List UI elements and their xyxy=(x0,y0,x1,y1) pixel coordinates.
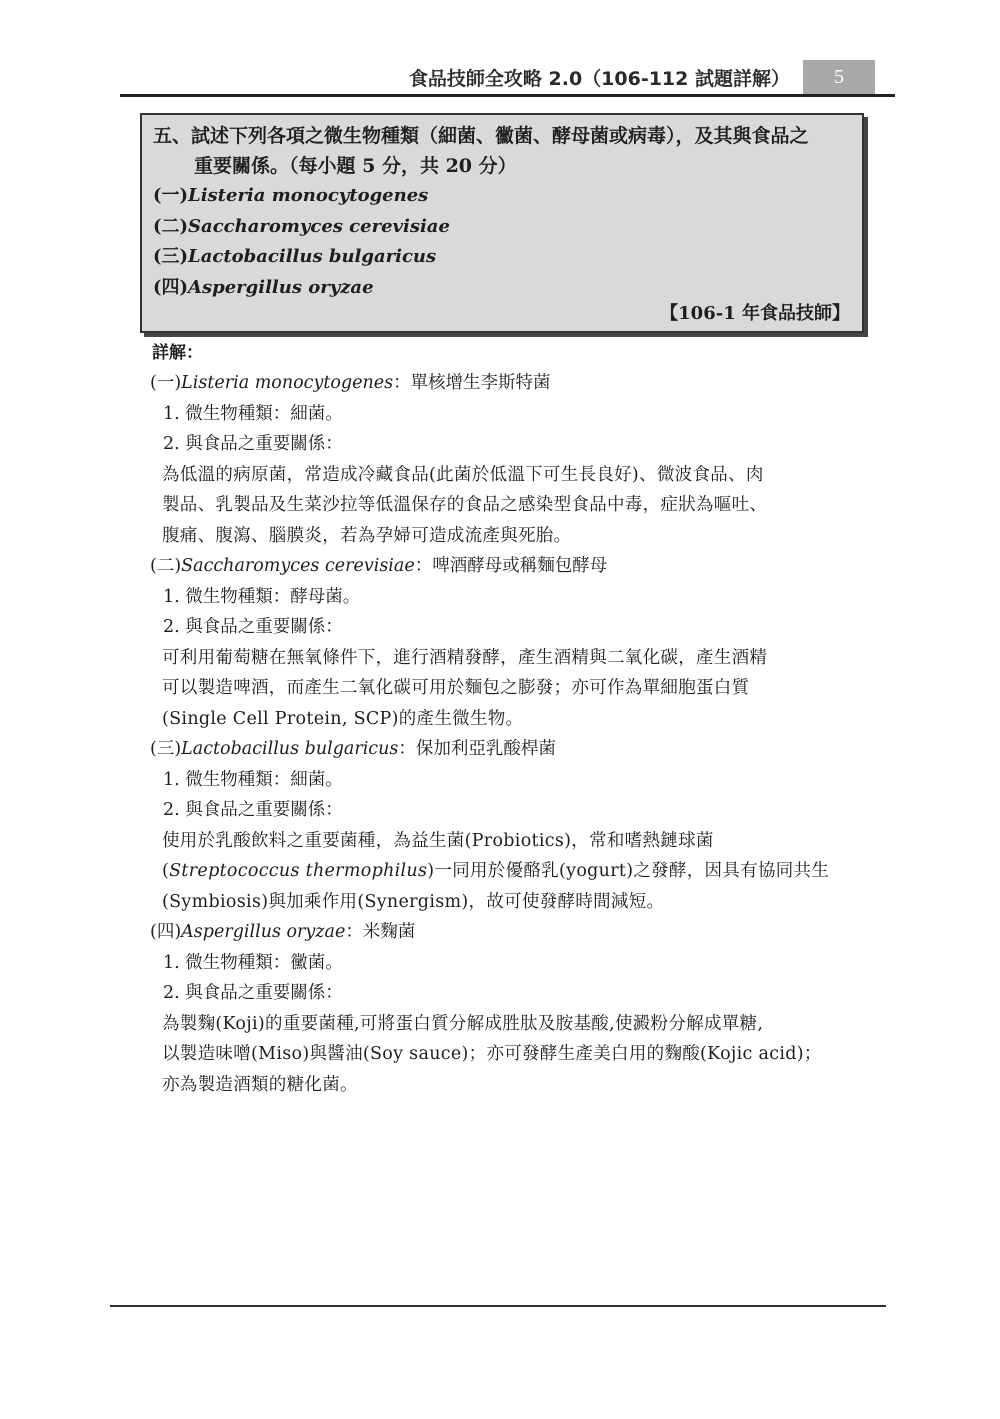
question-stem: 五、試述下列各項之微生物種類（細菌、黴菌、酵母菌或病毒），及其與食品之 xyxy=(153,125,809,147)
answer-section-title: (一)Listeria monocytogenes：單核增生李斯特菌 xyxy=(150,373,551,393)
question-item xyxy=(153,212,852,243)
paragraph-line: 可以製造啤酒，而產生二氧化碳可用於麵包之膨發；亦可作為單細胞蛋白質 xyxy=(162,678,750,698)
organism-name: Aspergillus oryzae xyxy=(188,276,374,298)
item-number: (四) xyxy=(153,276,189,298)
paragraph-line: 為低溫的病原菌，常造成冷藏食品(此菌於低溫下可生長良好)、微波食品、肉 xyxy=(162,464,764,485)
organism-name: Listeria monocytogenes xyxy=(188,185,429,206)
food-relation-label: 2. 與食品之重要關係： xyxy=(163,800,343,820)
item-number: (二) xyxy=(153,215,189,237)
organism-type: 1. 微生物種類：黴菌。 xyxy=(163,952,343,973)
footer-rule xyxy=(110,1305,886,1307)
organism-type: 1. 微生物種類：酵母菌。 xyxy=(163,586,361,607)
paragraph-line: 腹痛、腹瀉、腦膜炎，若為孕婦可造成流產與死胎。 xyxy=(162,525,572,546)
answer-section xyxy=(150,338,880,1100)
answer-section-title: (三)Lactobacillus bulgaricus：保加利亞乳酸桿菌 xyxy=(150,739,556,759)
organism-name: Lactobacillus bulgaricus xyxy=(188,246,437,267)
organism-name: Aspergillus oryzae xyxy=(181,922,346,942)
paragraph-line: 使用於乳酸飲料之重要菌種，為益生菌(Probiotics)，常和嗜熱鏈球菌 xyxy=(162,830,714,851)
organism-name: Saccharomyces cerevisiae xyxy=(181,556,415,576)
paragraph-line: 為製麴(Koji)的重要菌種,可將蛋白質分解成胜肽及胺基酸,使澱粉分解成單糖, xyxy=(162,1013,764,1034)
organism-name: Saccharomyces cerevisiae xyxy=(188,215,450,237)
item-number: (一) xyxy=(153,185,189,206)
question-item xyxy=(153,242,852,273)
question-stem-continued: 重要關係。（每小題 5 分，共 20 分） xyxy=(194,155,517,177)
organism-name: Listeria monocytogenes xyxy=(181,373,394,393)
question-item xyxy=(153,181,852,212)
question-box xyxy=(140,113,864,333)
paragraph-line: (Single Cell Protein, SCP)的產生微生物。 xyxy=(162,708,524,729)
answer-heading: 詳解： xyxy=(152,343,203,363)
question-source: 【106-1 年食品技師】 xyxy=(660,303,850,324)
answer-section-title: (二)Saccharomyces cerevisiae：啤酒酵母或稱麵包酵母 xyxy=(150,556,608,576)
organism-name: Lactobacillus bulgaricus xyxy=(181,739,399,759)
food-relation-label: 2. 與食品之重要關係： xyxy=(163,434,343,454)
organism-type: 1. 微生物種類：細菌。 xyxy=(163,403,343,424)
organism-type: 1. 微生物種類：細菌。 xyxy=(163,769,343,790)
question-item xyxy=(153,273,852,304)
header-rule xyxy=(120,94,895,97)
item-number: (三) xyxy=(153,246,189,267)
paragraph-line: 製品、乳製品及生菜沙拉等低溫保存的食品之感染型食品中毒，症狀為嘔吐、 xyxy=(162,495,768,515)
paragraph-line: 以製造味噌(Miso)與醬油(Soy sauce)；亦可發酵生產美白用的麴酸(Kojic acid)； xyxy=(162,1044,822,1064)
food-relation-label: 2. 與食品之重要關係： xyxy=(163,617,343,637)
page-number: 5 xyxy=(803,60,875,94)
paragraph-line: 可利用葡萄糖在無氧條件下，進行酒精發酵，產生酒精與二氧化碳，產生酒精 xyxy=(162,647,768,668)
running-header-title: 食品技師全攻略 2.0（106-112 試題詳解） xyxy=(408,68,790,90)
paragraph-line: 亦為製造酒類的糖化菌。 xyxy=(162,1074,358,1095)
answer-section-title: (四)Aspergillus oryzae：米麴菌 xyxy=(150,922,416,942)
organism-name: Streptococcus thermophilus xyxy=(169,861,428,881)
paragraph-line: (Streptococcus thermophilus)一同用於優酪乳(yogurt)之發酵，因具有協同共生 xyxy=(162,861,830,881)
food-relation-label: 2. 與食品之重要關係： xyxy=(163,983,343,1003)
paragraph-line: (Symbiosis)與加乘作用(Synergism)，故可使發酵時間減短。 xyxy=(162,891,665,912)
